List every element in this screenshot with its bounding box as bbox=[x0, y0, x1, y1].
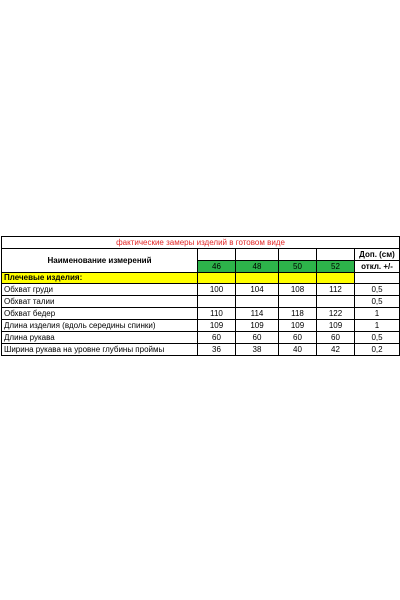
row-value: 122 bbox=[317, 308, 355, 320]
row-name: Длина рукава bbox=[2, 332, 198, 344]
size-measurements-table bbox=[1, 236, 400, 356]
row-value: 109 bbox=[198, 320, 236, 332]
size-header-50: 50 bbox=[279, 261, 317, 273]
row-value: 42 bbox=[317, 344, 355, 356]
row-value: 60 bbox=[279, 332, 317, 344]
row-tolerance: 1 bbox=[355, 320, 400, 332]
size-header-52: 52 bbox=[317, 261, 355, 273]
header-blank-cell bbox=[236, 249, 279, 261]
section-label: Плечевые изделия: bbox=[2, 273, 198, 284]
header-blank-cell bbox=[279, 249, 317, 261]
section-cell bbox=[198, 273, 236, 284]
row-value: 60 bbox=[198, 332, 236, 344]
table-title: фактические замеры изделий в готовом виде bbox=[2, 237, 400, 249]
row-tolerance: 0,5 bbox=[355, 284, 400, 296]
table-row bbox=[2, 296, 400, 308]
row-tolerance: 1 bbox=[355, 308, 400, 320]
row-value: 104 bbox=[236, 284, 279, 296]
row-value bbox=[198, 296, 236, 308]
header-blank-cell bbox=[317, 249, 355, 261]
measurement-sheet bbox=[0, 236, 400, 367]
column-header-name: Наименование измерений bbox=[2, 249, 198, 273]
row-name: Ширина рукава на уровне глубины проймы bbox=[2, 344, 198, 356]
row-value: 38 bbox=[236, 344, 279, 356]
row-value: 109 bbox=[279, 320, 317, 332]
row-value bbox=[317, 296, 355, 308]
row-value: 60 bbox=[236, 332, 279, 344]
section-cell bbox=[317, 273, 355, 284]
column-header-tolerance-unit: откл. +/- bbox=[355, 261, 400, 273]
row-value: 110 bbox=[198, 308, 236, 320]
row-name: Обхват бедер bbox=[2, 308, 198, 320]
row-tolerance: 0,5 bbox=[355, 296, 400, 308]
row-value: 109 bbox=[236, 320, 279, 332]
section-row bbox=[2, 273, 400, 284]
section-cell bbox=[355, 273, 400, 284]
table-row bbox=[2, 284, 400, 296]
row-name: Обхват груди bbox=[2, 284, 198, 296]
table-row bbox=[2, 308, 400, 320]
row-value: 112 bbox=[317, 284, 355, 296]
row-tolerance: 0,2 bbox=[355, 344, 400, 356]
row-value: 114 bbox=[236, 308, 279, 320]
row-name: Длина изделия (вдоль середины спинки) bbox=[2, 320, 198, 332]
size-header-46: 46 bbox=[198, 261, 236, 273]
table-row bbox=[2, 332, 400, 344]
row-value bbox=[279, 296, 317, 308]
row-value: 40 bbox=[279, 344, 317, 356]
row-value bbox=[236, 296, 279, 308]
section-cell bbox=[279, 273, 317, 284]
row-value: 118 bbox=[279, 308, 317, 320]
header-blank-cell bbox=[198, 249, 236, 261]
row-value: 100 bbox=[198, 284, 236, 296]
row-value: 109 bbox=[317, 320, 355, 332]
section-cell bbox=[236, 273, 279, 284]
column-header-tolerance: Доп. (см) bbox=[355, 249, 400, 261]
table-row bbox=[2, 320, 400, 332]
row-name: Обхват талии bbox=[2, 296, 198, 308]
table-row bbox=[2, 344, 400, 356]
row-value: 108 bbox=[279, 284, 317, 296]
header-row-top bbox=[2, 249, 400, 261]
size-header-48: 48 bbox=[236, 261, 279, 273]
row-value: 36 bbox=[198, 344, 236, 356]
row-tolerance: 0,5 bbox=[355, 332, 400, 344]
row-value: 60 bbox=[317, 332, 355, 344]
title-row bbox=[2, 237, 400, 249]
